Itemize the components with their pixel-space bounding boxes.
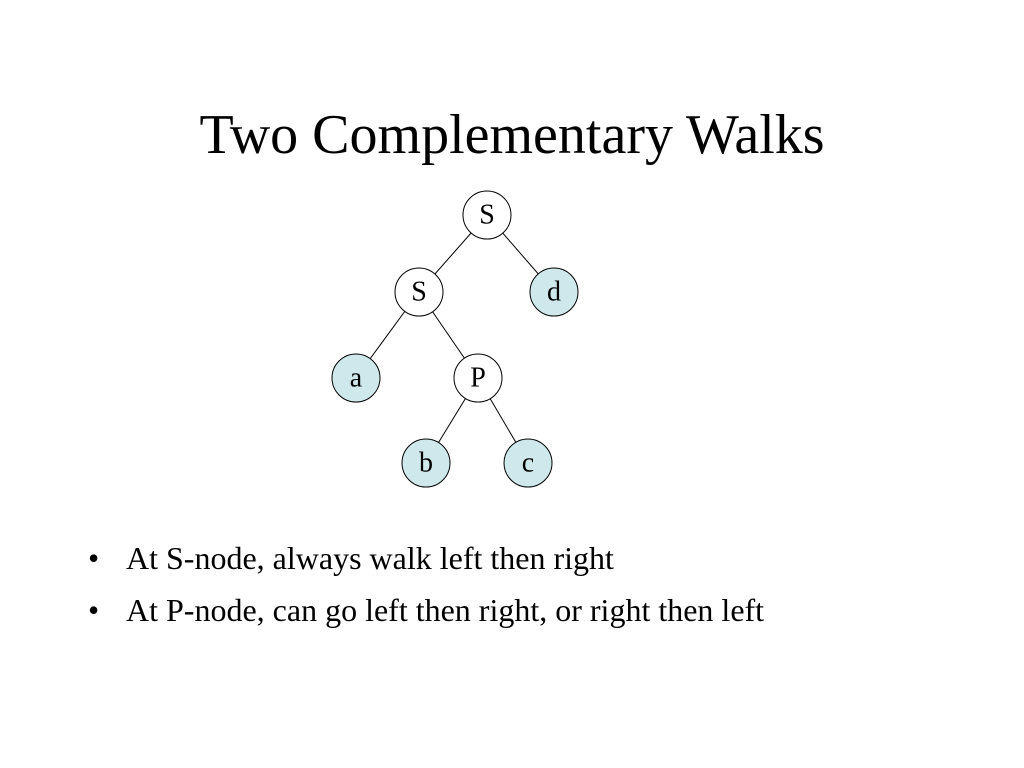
node-a-label: a <box>349 362 363 394</box>
bullet-symbol: • <box>88 592 100 628</box>
tree-nodes <box>332 191 578 487</box>
node-a <box>332 354 380 402</box>
node-b-label: b <box>419 447 433 479</box>
bullet-symbol: • <box>88 540 100 576</box>
tree-edges <box>356 215 554 463</box>
node-d <box>530 268 578 316</box>
node-c <box>504 439 552 487</box>
bullet-item <box>88 532 764 584</box>
bullet-text: At S-node, always walk left then right <box>126 540 614 576</box>
node-s-label: S <box>411 276 427 308</box>
bullet-item <box>88 584 764 636</box>
node-c-label: c <box>521 447 535 479</box>
node-d-label: d <box>547 276 561 308</box>
node-root-label: S <box>479 199 495 231</box>
node-s <box>395 268 443 316</box>
slide-title: Two Complementary Walks <box>199 104 825 166</box>
bullet-text: At P-node, can go left then right, or right then left <box>126 592 765 628</box>
node-b <box>402 439 450 487</box>
node-p <box>454 354 502 402</box>
bullet-list <box>88 532 764 636</box>
node-p-label: P <box>470 362 486 394</box>
node-root-s <box>463 191 511 239</box>
